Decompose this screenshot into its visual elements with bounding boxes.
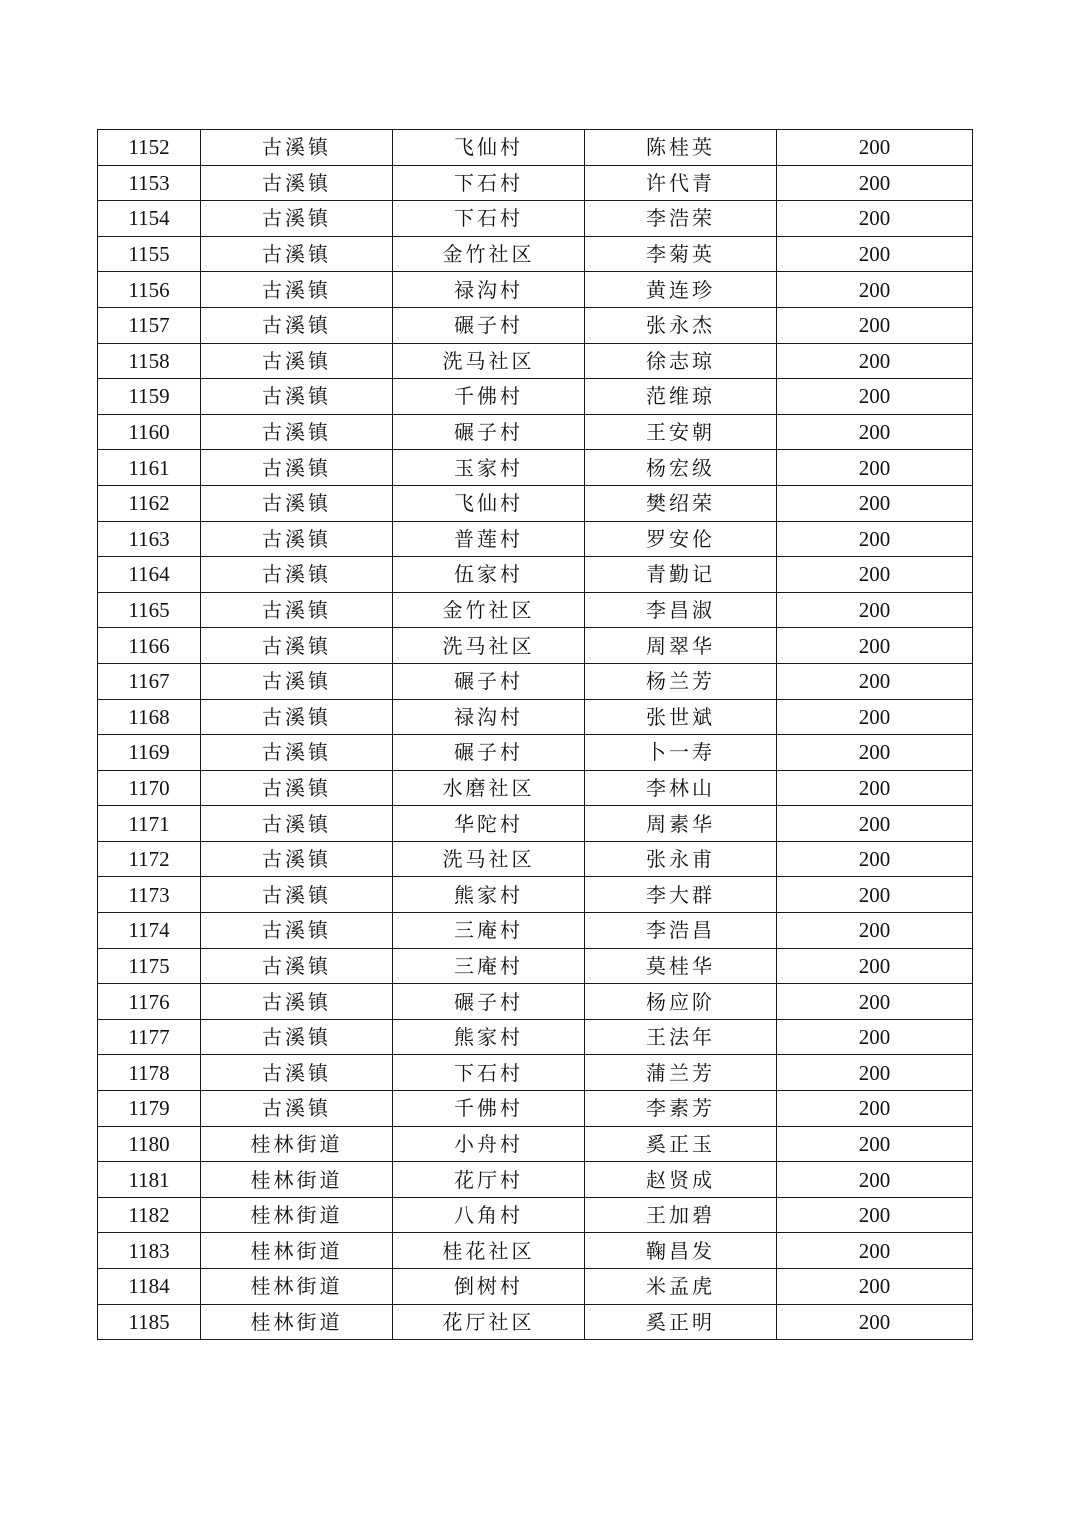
person-name-cell: 王安朝 [585,414,777,450]
village-cell: 金竹社区 [393,592,585,628]
town-cell: 古溪镇 [201,984,393,1020]
village-cell: 飞仙村 [393,485,585,521]
village-cell: 熊家村 [393,1019,585,1055]
table-row [98,343,973,379]
amount-cell: 200 [777,806,973,842]
row-number-cell: 1181 [98,1162,201,1198]
amount-cell: 200 [777,770,973,806]
row-number-cell: 1180 [98,1126,201,1162]
table-row [98,1197,973,1233]
person-name-cell: 陈桂英 [585,130,777,166]
person-name-cell: 李昌淑 [585,592,777,628]
village-cell: 碾子村 [393,307,585,343]
person-name-cell: 李林山 [585,770,777,806]
person-name-cell: 李浩荣 [585,201,777,237]
table-row [98,201,973,237]
amount-cell: 200 [777,307,973,343]
row-number-cell: 1172 [98,841,201,877]
town-cell: 古溪镇 [201,592,393,628]
row-number-cell: 1154 [98,201,201,237]
person-name-cell: 黄连珍 [585,272,777,308]
person-name-cell: 张世斌 [585,699,777,735]
table-row [98,1091,973,1127]
amount-cell: 200 [777,948,973,984]
row-number-cell: 1155 [98,236,201,272]
person-name-cell: 米孟虎 [585,1269,777,1305]
table-row [98,735,973,771]
amount-cell: 200 [777,557,973,593]
amount-cell: 200 [777,165,973,201]
village-cell: 千佛村 [393,379,585,415]
row-number-cell: 1157 [98,307,201,343]
row-number-cell: 1158 [98,343,201,379]
village-cell: 伍家村 [393,557,585,593]
person-name-cell: 赵贤成 [585,1162,777,1198]
row-number-cell: 1164 [98,557,201,593]
table-row [98,628,973,664]
table-row [98,1233,973,1269]
village-cell: 花厅社区 [393,1304,585,1340]
table-row [98,1055,973,1091]
row-number-cell: 1184 [98,1269,201,1305]
village-cell: 洗马社区 [393,343,585,379]
amount-cell: 200 [777,1233,973,1269]
table-row [98,165,973,201]
village-cell: 三庵村 [393,948,585,984]
row-number-cell: 1178 [98,1055,201,1091]
town-cell: 古溪镇 [201,414,393,450]
row-number-cell: 1169 [98,735,201,771]
village-cell: 碾子村 [393,663,585,699]
town-cell: 古溪镇 [201,343,393,379]
amount-cell: 200 [777,1162,973,1198]
table-row [98,1019,973,1055]
amount-cell: 200 [777,592,973,628]
row-number-cell: 1183 [98,1233,201,1269]
table-row [98,1126,973,1162]
person-name-cell: 周素华 [585,806,777,842]
row-number-cell: 1177 [98,1019,201,1055]
person-name-cell: 张永甫 [585,841,777,877]
village-cell: 华陀村 [393,806,585,842]
village-cell: 小舟村 [393,1126,585,1162]
town-cell: 古溪镇 [201,557,393,593]
town-cell: 古溪镇 [201,841,393,877]
town-cell: 古溪镇 [201,236,393,272]
person-name-cell: 鞠昌发 [585,1233,777,1269]
table-row [98,877,973,913]
amount-cell: 200 [777,735,973,771]
amount-cell: 200 [777,841,973,877]
amount-cell: 200 [777,272,973,308]
table-row [98,699,973,735]
table-row [98,1162,973,1198]
town-cell: 桂林街道 [201,1126,393,1162]
village-cell: 飞仙村 [393,130,585,166]
table-row [98,984,973,1020]
person-name-cell: 樊绍荣 [585,485,777,521]
amount-cell: 200 [777,130,973,166]
village-cell: 普莲村 [393,521,585,557]
person-name-cell: 李大群 [585,877,777,913]
table-row [98,770,973,806]
table-row [98,450,973,486]
amount-cell: 200 [777,1091,973,1127]
row-number-cell: 1173 [98,877,201,913]
village-cell: 水磨社区 [393,770,585,806]
table-row [98,1269,973,1305]
town-cell: 古溪镇 [201,699,393,735]
row-number-cell: 1162 [98,485,201,521]
table-body [98,130,973,1340]
amount-cell: 200 [777,450,973,486]
village-cell: 下石村 [393,165,585,201]
town-cell: 古溪镇 [201,521,393,557]
person-name-cell: 青勤记 [585,557,777,593]
person-name-cell: 奚正明 [585,1304,777,1340]
row-number-cell: 1161 [98,450,201,486]
amount-cell: 200 [777,1269,973,1305]
row-number-cell: 1167 [98,663,201,699]
row-number-cell: 1163 [98,521,201,557]
amount-cell: 200 [777,236,973,272]
amount-cell: 200 [777,521,973,557]
town-cell: 古溪镇 [201,307,393,343]
table-row [98,272,973,308]
village-cell: 下石村 [393,201,585,237]
row-number-cell: 1170 [98,770,201,806]
village-cell: 金竹社区 [393,236,585,272]
town-cell: 桂林街道 [201,1162,393,1198]
town-cell: 古溪镇 [201,770,393,806]
town-cell: 古溪镇 [201,485,393,521]
person-name-cell: 张永杰 [585,307,777,343]
table-row [98,592,973,628]
table-row [98,913,973,949]
amount-cell: 200 [777,485,973,521]
table-row [98,236,973,272]
beneficiary-table [97,129,973,1340]
person-name-cell: 李浩昌 [585,913,777,949]
person-name-cell: 蒲兰芳 [585,1055,777,1091]
table-row [98,841,973,877]
person-name-cell: 王法年 [585,1019,777,1055]
amount-cell: 200 [777,699,973,735]
person-name-cell: 许代青 [585,165,777,201]
village-cell: 玉家村 [393,450,585,486]
person-name-cell: 杨兰芳 [585,663,777,699]
village-cell: 洗马社区 [393,841,585,877]
village-cell: 熊家村 [393,877,585,913]
town-cell: 古溪镇 [201,130,393,166]
person-name-cell: 徐志琼 [585,343,777,379]
table-row [98,663,973,699]
row-number-cell: 1176 [98,984,201,1020]
town-cell: 古溪镇 [201,877,393,913]
amount-cell: 200 [777,984,973,1020]
town-cell: 桂林街道 [201,1197,393,1233]
person-name-cell: 卜一寿 [585,735,777,771]
table-row [98,379,973,415]
table-row [98,557,973,593]
town-cell: 古溪镇 [201,1091,393,1127]
town-cell: 桂林街道 [201,1304,393,1340]
person-name-cell: 王加碧 [585,1197,777,1233]
amount-cell: 200 [777,1304,973,1340]
town-cell: 古溪镇 [201,663,393,699]
village-cell: 禄沟村 [393,699,585,735]
table-row [98,414,973,450]
village-cell: 花厅村 [393,1162,585,1198]
row-number-cell: 1168 [98,699,201,735]
village-cell: 碾子村 [393,735,585,771]
amount-cell: 200 [777,201,973,237]
town-cell: 古溪镇 [201,948,393,984]
village-cell: 桂花社区 [393,1233,585,1269]
table-row [98,130,973,166]
row-number-cell: 1165 [98,592,201,628]
town-cell: 古溪镇 [201,379,393,415]
town-cell: 古溪镇 [201,450,393,486]
amount-cell: 200 [777,1197,973,1233]
amount-cell: 200 [777,1055,973,1091]
person-name-cell: 罗安伦 [585,521,777,557]
amount-cell: 200 [777,343,973,379]
table-row [98,806,973,842]
amount-cell: 200 [777,628,973,664]
village-cell: 千佛村 [393,1091,585,1127]
village-cell: 下石村 [393,1055,585,1091]
amount-cell: 200 [777,913,973,949]
village-cell: 碾子村 [393,984,585,1020]
row-number-cell: 1175 [98,948,201,984]
town-cell: 古溪镇 [201,806,393,842]
town-cell: 古溪镇 [201,1055,393,1091]
town-cell: 古溪镇 [201,913,393,949]
amount-cell: 200 [777,1126,973,1162]
person-name-cell: 莫桂华 [585,948,777,984]
village-cell: 倒树村 [393,1269,585,1305]
person-name-cell: 杨宏级 [585,450,777,486]
row-number-cell: 1171 [98,806,201,842]
person-name-cell: 周翠华 [585,628,777,664]
town-cell: 古溪镇 [201,272,393,308]
person-name-cell: 奚正玉 [585,1126,777,1162]
village-cell: 八角村 [393,1197,585,1233]
row-number-cell: 1179 [98,1091,201,1127]
amount-cell: 200 [777,663,973,699]
village-cell: 三庵村 [393,913,585,949]
town-cell: 古溪镇 [201,201,393,237]
town-cell: 古溪镇 [201,735,393,771]
row-number-cell: 1152 [98,130,201,166]
person-name-cell: 李素芳 [585,1091,777,1127]
row-number-cell: 1166 [98,628,201,664]
row-number-cell: 1159 [98,379,201,415]
village-cell: 洗马社区 [393,628,585,664]
row-number-cell: 1185 [98,1304,201,1340]
person-name-cell: 范维琼 [585,379,777,415]
town-cell: 古溪镇 [201,628,393,664]
amount-cell: 200 [777,1019,973,1055]
village-cell: 禄沟村 [393,272,585,308]
person-name-cell: 杨应阶 [585,984,777,1020]
town-cell: 桂林街道 [201,1233,393,1269]
row-number-cell: 1156 [98,272,201,308]
person-name-cell: 李菊英 [585,236,777,272]
amount-cell: 200 [777,877,973,913]
table-row [98,307,973,343]
table-row [98,1304,973,1340]
village-cell: 碾子村 [393,414,585,450]
amount-cell: 200 [777,379,973,415]
table-row [98,948,973,984]
town-cell: 古溪镇 [201,165,393,201]
amount-cell: 200 [777,414,973,450]
row-number-cell: 1182 [98,1197,201,1233]
town-cell: 古溪镇 [201,1019,393,1055]
row-number-cell: 1160 [98,414,201,450]
town-cell: 桂林街道 [201,1269,393,1305]
row-number-cell: 1153 [98,165,201,201]
table-row [98,521,973,557]
row-number-cell: 1174 [98,913,201,949]
table-row [98,485,973,521]
